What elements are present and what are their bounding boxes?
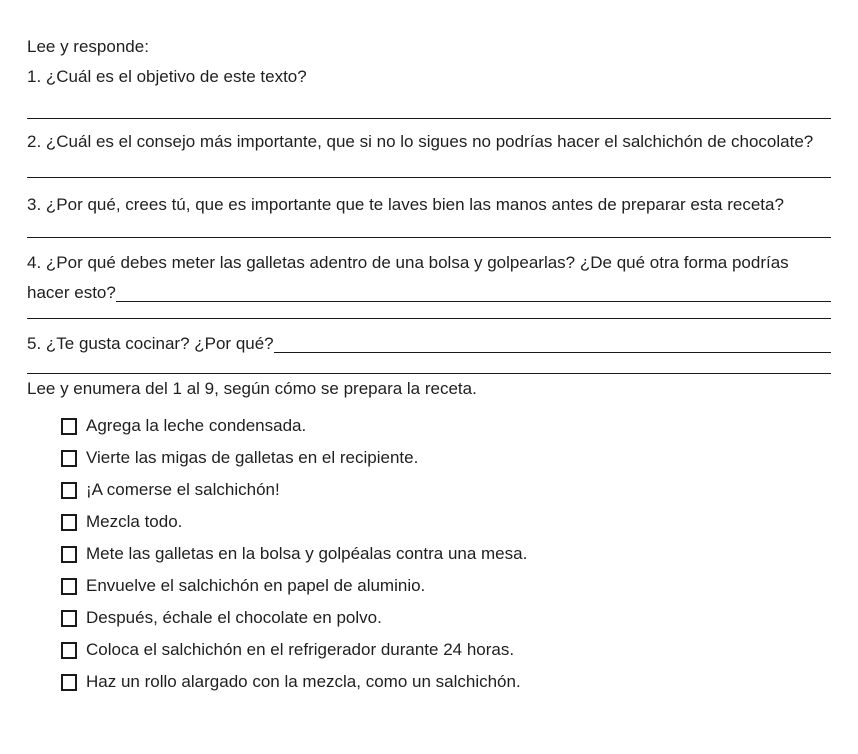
- question-1: 1. ¿Cuál es el objetivo de este texto?: [27, 67, 307, 86]
- check-item-label: Haz un rollo alargado con la mezcla, como un salchichón.: [86, 672, 521, 691]
- sequence-checkbox-6[interactable]: [61, 578, 77, 595]
- check-item-6: [27, 570, 831, 602]
- check-item-9: [27, 666, 831, 698]
- check-item-label: Vierte las migas de galletas en el recipiente.: [86, 448, 419, 467]
- question-4-line2: hacer esto?: [27, 283, 116, 302]
- sequence-checkbox-1[interactable]: [61, 418, 77, 435]
- check-item-1: [27, 410, 831, 442]
- answer-line-q5[interactable]: [27, 359, 831, 374]
- check-item-5: [27, 538, 831, 570]
- answer-line-q5-inline[interactable]: [274, 329, 831, 353]
- sequence-checklist: [27, 410, 831, 698]
- check-item-label: Envuelve el salchichón en papel de aluminio.: [86, 576, 426, 595]
- sequence-checkbox-2[interactable]: [61, 450, 77, 467]
- sequence-checkbox-3[interactable]: [61, 482, 77, 499]
- check-item-4: [27, 506, 831, 538]
- sequence-checkbox-4[interactable]: [61, 514, 77, 531]
- check-item-2: [27, 442, 831, 474]
- sequence-checkbox-8[interactable]: [61, 642, 77, 659]
- answer-line-q4-inline[interactable]: [116, 278, 831, 302]
- question-4-line2-row: [27, 278, 831, 308]
- question-2: 2. ¿Cuál es el consejo más importante, que si no lo sigues no podrías hacer el salchichón de chocolate?: [27, 132, 814, 151]
- answer-line-q3[interactable]: [27, 220, 831, 238]
- check-item-label: ¡A comerse el salchichón!: [86, 480, 280, 499]
- answer-line-q2[interactable]: [27, 157, 831, 178]
- check-item-label: Después, échale el chocolate en polvo.: [86, 608, 382, 627]
- question-5: 5. ¿Te gusta cocinar? ¿Por qué?: [27, 334, 274, 353]
- check-item-8: [27, 634, 831, 666]
- section1-header: Lee y responde:: [27, 37, 149, 56]
- check-item-label: Mete las galletas en la bolsa y golpéalas contra una mesa.: [86, 544, 528, 563]
- sequence-checkbox-7[interactable]: [61, 610, 77, 627]
- sequence-checkbox-9[interactable]: [61, 674, 77, 691]
- section2-header: Lee y enumera del 1 al 9, según cómo se prepara la receta.: [27, 379, 477, 398]
- answer-line-q1[interactable]: [27, 92, 831, 119]
- answer-line-q4[interactable]: [27, 308, 831, 319]
- check-item-label: Coloca el salchichón en el refrigerador durante 24 horas.: [86, 640, 515, 659]
- check-item-label: Mezcla todo.: [86, 512, 183, 531]
- question-4-line1: 4. ¿Por qué debes meter las galletas adentro de una bolsa y golpearlas? ¿De qué otra forma podrías: [27, 253, 789, 272]
- check-item-7: [27, 602, 831, 634]
- question-3: 3. ¿Por qué, crees tú, que es importante que te laves bien las manos antes de preparar esta receta?: [27, 195, 784, 214]
- check-item-3: [27, 474, 831, 506]
- check-item-label: Agrega la leche condensada.: [86, 416, 307, 435]
- question-5-row: [27, 329, 831, 359]
- sequence-checkbox-5[interactable]: [61, 546, 77, 563]
